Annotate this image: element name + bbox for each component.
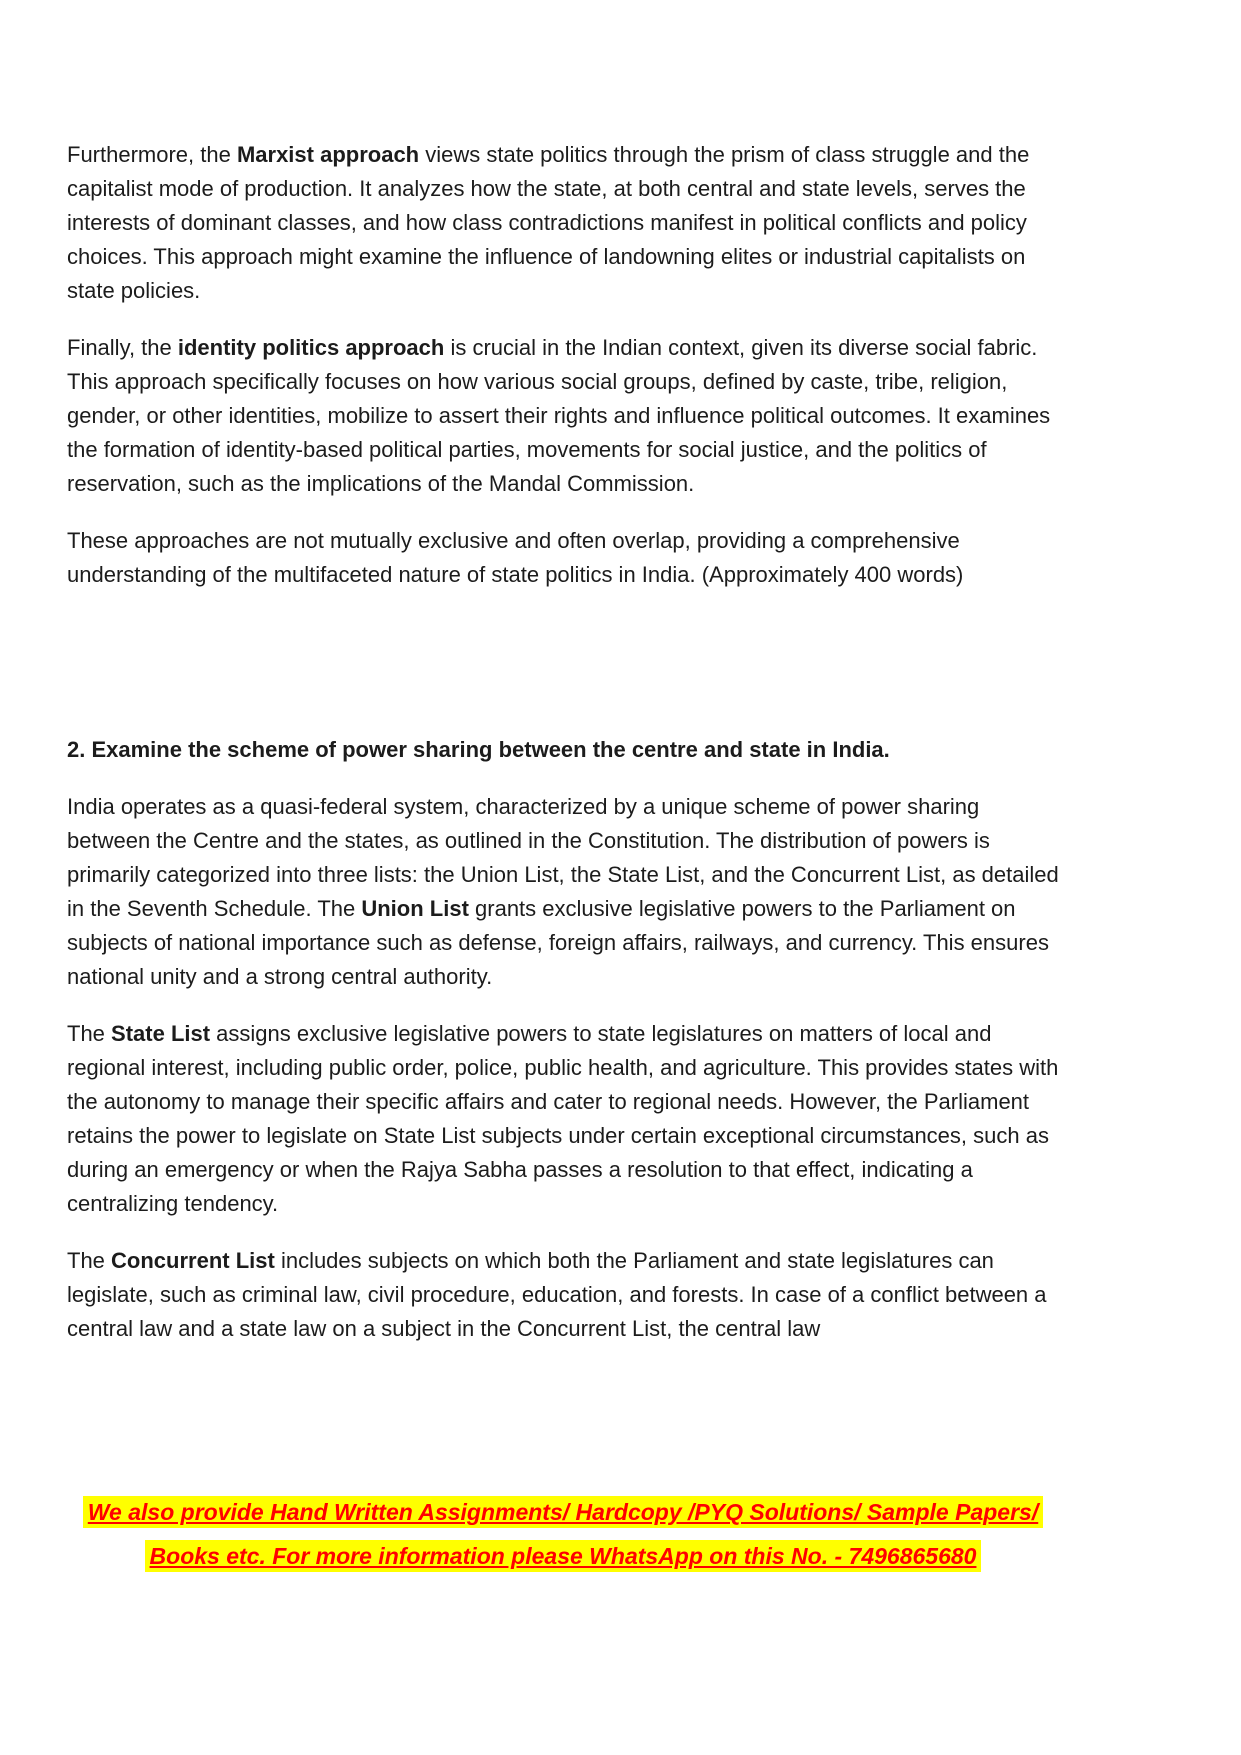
paragraph-approaches-summary: These approaches are not mutually exclusive and often overlap, providing a comprehensive understanding of the multifaceted nature of state politics in India. (Approximately 400 words) xyxy=(67,528,964,587)
question-2-heading: 2. Examine the scheme of power sharing between the centre and state in India. xyxy=(67,737,890,762)
footer-promo-line-2: Books etc. For more information please WhatsApp on this No. - 7496865680 xyxy=(145,1540,982,1572)
footer-promo-line-1: We also provide Hand Written Assignments/ Hardcopy /PYQ Solutions/ Sample Papers/ xyxy=(83,1496,1043,1528)
paragraph-identity-politics: Finally, the identity politics approach is crucial in the Indian context, given its diverse social fabric. This approach specifically focuses on how various social groups, defined by caste, tribe, religion, gender, or other identities, mobilize to assert their rights and influence political outcomes. It examines the formation of identity-based political parties, movements for social justice, and the politics of reservation, such as the implications of the Mandal Commission. xyxy=(67,335,1051,496)
footer-promo xyxy=(67,1492,1059,1580)
paragraph-quasi-federal-system: India operates as a quasi-federal system, characterized by a unique scheme of power sharing between the Centre and the states, as outlined in the Constitution. The distribution of powers is primarily categorized into three lists: the Union List, the State List, and the Concurrent List, as detailed in the Seventh Schedule. The Union List grants exclusive legislative powers to the Parliament on subjects of national importance such as defense, foreign affairs, railways, and currency. This ensures national unity and a strong central authority. xyxy=(67,794,1059,989)
paragraph-state-list: The State List assigns exclusive legislative powers to state legislatures on matters of local and regional interest, including public order, police, public health, and agriculture. This provides states with the autonomy to manage their specific affairs and cater to regional needs. However, the Parliament retains the power to legislate on State List subjects under certain exceptional circumstances, such as during an emergency or when the Rajya Sabha passes a resolution to that effect, indicating a centralizing tendency. xyxy=(67,1021,1059,1216)
footer-promo-line-wrap xyxy=(67,1492,1059,1536)
paragraph-marxist-approach: Furthermore, the Marxist approach views state politics through the prism of class struggle and the capitalist mode of production. It analyzes how the state, at both central and state levels, serves the interests of dominant classes, and how class contradictions manifest in political conflicts and policy choices. This approach might examine the influence of landowning elites or industrial capitalists on state policies. xyxy=(67,142,1030,303)
paragraph-concurrent-list: The Concurrent List includes subjects on which both the Parliament and state legislatures can legislate, such as criminal law, civil procedure, education, and forests. In case of a conflict between a central law and a state law on a subject in the Concurrent List, the central law xyxy=(67,1248,1047,1341)
footer-promo-line-wrap xyxy=(67,1536,1059,1580)
document-content xyxy=(67,138,1059,1369)
